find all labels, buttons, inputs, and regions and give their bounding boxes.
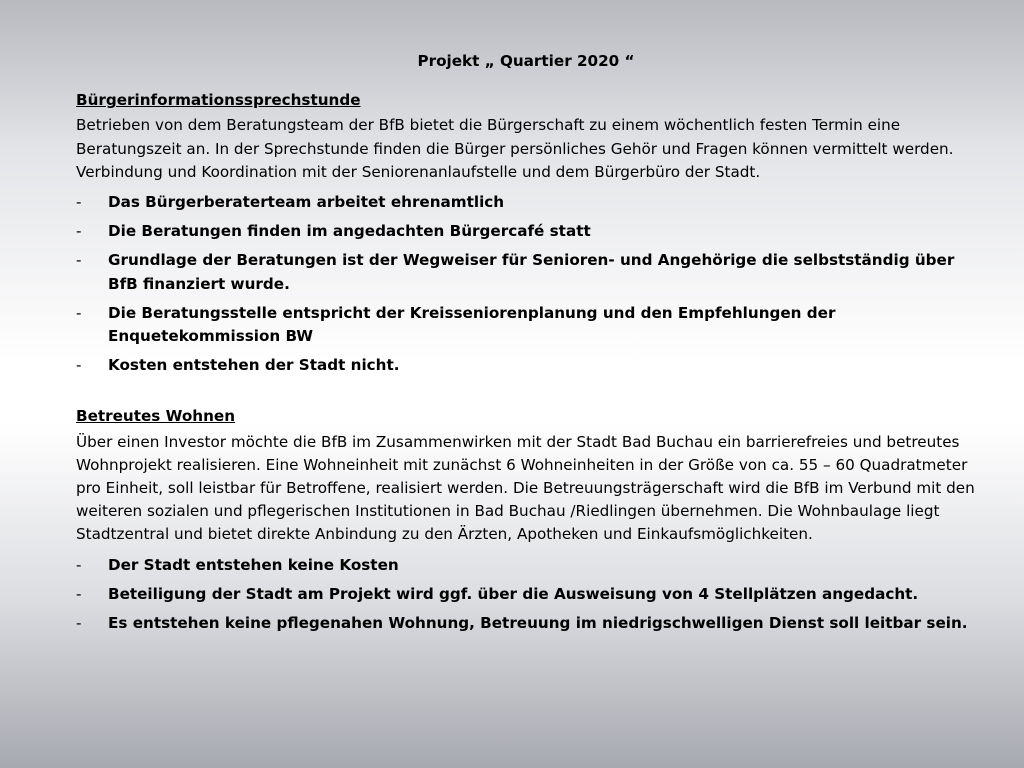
bullet-item: - Der Stadt entstehen keine Kosten [76,554,976,577]
section-text-sprechstunde: Betrieben von dem Beratungsteam der BfB bietet die Bürgerschaft zu einem wöchentlich festen Termin eine Beratungszeit an. In der Sprechstunde finden die Bürger persönliches Gehör und Fragen können vermittelt werden. Verbindung und Koordination mit der Seniorenanlaufstelle und dem Bürgerbüro der Stadt. [76,116,954,181]
slide-content [76,50,976,641]
bullet-item: - Kosten entstehen der Stadt nicht. [76,354,976,377]
bullet-item: - Beteiligung der Stadt am Projekt wird ggf. über die Ausweisung von 4 Stellplätzen angedacht. [76,583,976,606]
bullet-item: - Die Beratungen finden im angedachten Bürgercafé statt [76,220,976,243]
section-heading-sprechstunde: Bürgerinformationssprechstunde [76,91,361,110]
bullet-list-betreutes-wohnen [76,554,976,636]
section-heading-betreutes-wohnen: Betreutes Wohnen [76,407,236,426]
bullet-item: - Das Bürgerberaterteam arbeitet ehrenamtlich [76,191,976,214]
slide-title: Projekt „ Quartier 2020 “ [417,52,635,70]
section-text-betreutes-wohnen: Über einen Investor möchte die BfB im Zusammenwirken mit der Stadt Bad Buchau ein barrierefreies und betreutes Wohnprojekt realisieren. Eine Wohneinheit mit zunächst 6 Wohneinheiten in der Größe von ca. 55 – 60 Quadratmeter pro Einheit, soll leistbar für Betroffene, realisiert werden. Die Betreuungsträgerschaft wird die BfB im Verbund mit den weiteren sozialen und pflegerischen Institutionen in Bad Buchau /Riedlingen übernehmen. Die Wohnbaulage liegt Stadtzentral und bietet direkte Anbindung zu den Ärzten, Apotheken und Einkaufsmöglichkeiten. [76,432,975,544]
bullet-list-sprechstunde [76,191,976,377]
bullet-item: - Es entstehen keine pflegenahen Wohnung, Betreuung im niedrigschwelligen Dienst soll leitbar sein. [76,612,976,635]
bullet-item: - Grundlage der Beratungen ist der Wegweiser für Senioren- und Angehörige die selbstständig über BfB finanziert wurde. [76,249,976,295]
section-spacer [76,383,976,405]
bullet-item: - Die Beratungsstelle entspricht der Kreisseniorenplanung und den Empfehlungen der Enquetekommission BW [76,302,976,348]
